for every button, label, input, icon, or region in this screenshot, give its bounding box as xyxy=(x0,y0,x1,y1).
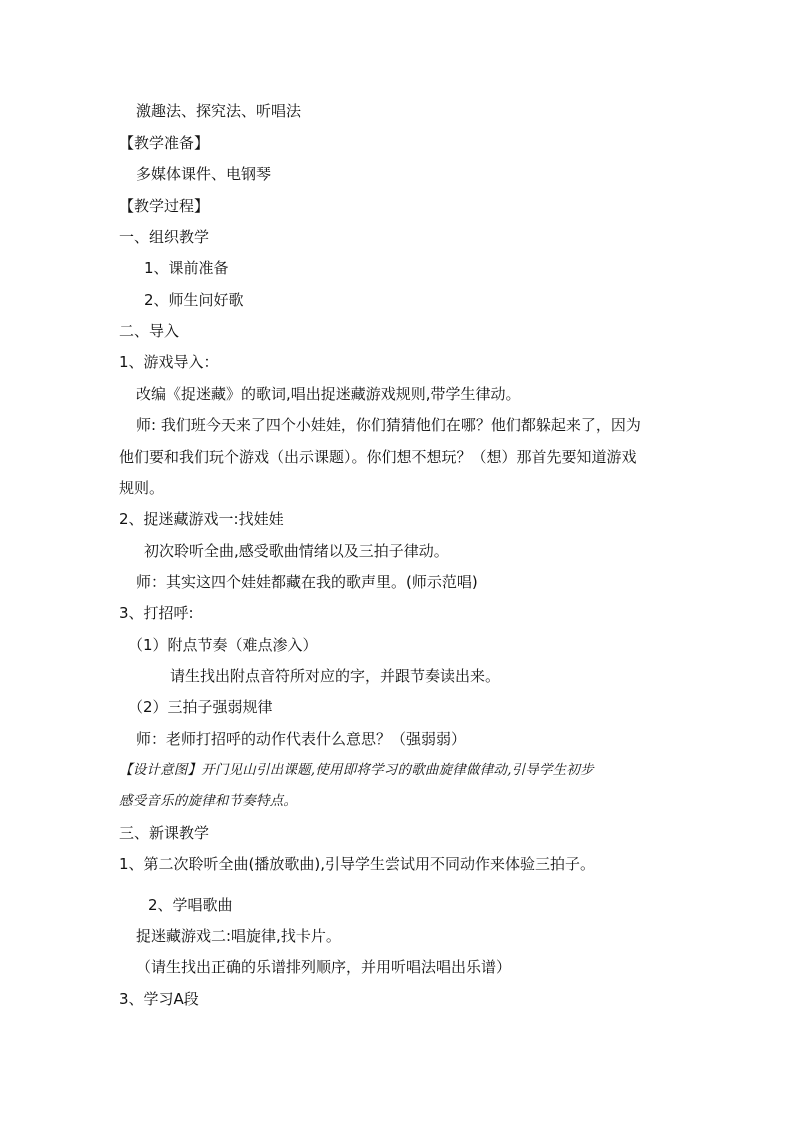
section-3-3-title: 3、学习A段 xyxy=(119,990,199,1008)
design-intent-line-1: 【设计意图】开门见山引出课题,使用即将学习的歌曲旋律做律动,引导学生初步 xyxy=(119,762,594,778)
teaching-methods: 激趣法、探究法、听唱法 xyxy=(136,102,302,120)
design-intent-line-2: 感受音乐的旋律和节奏特点。 xyxy=(119,793,298,809)
section-2-1-title: 1、游戏导入： xyxy=(119,353,219,371)
section-3-1: 1、第二次聆听全曲(播放歌曲),引导学生尝试用不同动作来体验三拍子。 xyxy=(119,855,596,873)
section-3-2-note: （请生找出正确的乐谱排列顺序，并用听唱法唱出乐谱） xyxy=(136,958,512,976)
section-3-2-text: 捉迷藏游戏二:唱旋律,找卡片。 xyxy=(136,927,341,945)
section-2-title: 二、导入 xyxy=(119,322,180,340)
section-2-1-teacher-line-3: 规则。 xyxy=(119,479,165,497)
section-2-1-text: 改编《捉迷藏》的歌词,唱出捉迷藏游戏规则,带学生律动。 xyxy=(136,385,521,403)
section-2-3-b: （2）三拍子强弱规律 xyxy=(128,698,273,716)
section-2-3-b-teacher: 师：老师打招呼的动作代表什么意思？（强弱弱） xyxy=(136,730,467,748)
section-1-item-1: 1、课前准备 xyxy=(144,259,229,277)
section-1-item-2: 2、师生问好歌 xyxy=(144,291,244,309)
prep-heading: 【教学准备】 xyxy=(119,134,210,152)
section-2-1-teacher-line-2: 他们要和我们玩个游戏（出示课题）。你们想不想玩？（想）那首先要知道游戏 xyxy=(119,448,637,466)
section-2-2-title: 2、捉迷藏游戏一:找娃娃 xyxy=(119,510,284,528)
section-1-title: 一、组织教学 xyxy=(119,228,210,246)
section-3-title: 三、新课教学 xyxy=(119,824,210,842)
process-heading: 【教学过程】 xyxy=(119,197,210,215)
section-2-1-teacher-line-1: 师: 我们班今天来了四个小娃娃，你们猜猜他们在哪？他们都躲起来了，因为 xyxy=(136,416,641,434)
section-2-2-text: 初次聆听全曲,感受歌曲情绪以及三拍子律动。 xyxy=(144,542,449,560)
section-2-3-title: 3、打招呼: xyxy=(119,604,194,622)
section-2-3-a-text: 请生找出附点音符所对应的字，并跟节奏读出来。 xyxy=(170,667,501,685)
section-2-2-teacher: 师：其实这四个娃娃都藏在我的歌声里。(师示范唱) xyxy=(136,573,478,591)
prep-items: 多媒体课件、电钢琴 xyxy=(136,165,272,183)
section-2-3-a: （1）附点节奏（难点渗入） xyxy=(128,636,318,654)
section-3-2-title: 2、学唱歌曲 xyxy=(148,896,233,914)
